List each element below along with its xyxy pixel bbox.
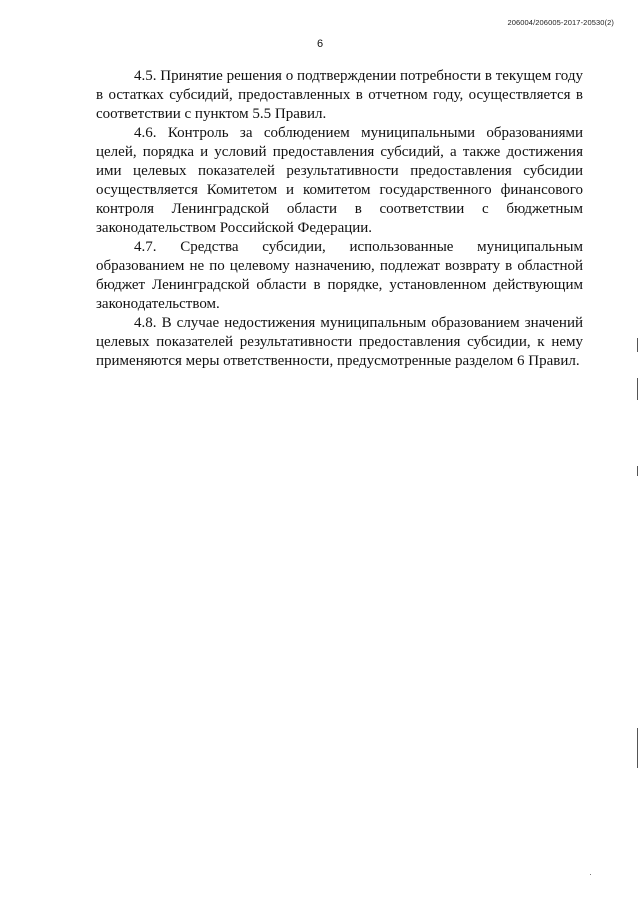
scan-edge-mark bbox=[637, 378, 638, 400]
paragraph-4-5: 4.5. Принятие решения о подтверждении потребности в текущем году в остатках субсидий, предоставленных в отчетном году, осуществляется в соответствии с пунктом 5.5 Правил. bbox=[96, 68, 583, 122]
scan-edge-mark bbox=[637, 466, 638, 476]
scan-artifact bbox=[590, 874, 591, 875]
document-body bbox=[96, 67, 583, 371]
paragraph-4-8: 4.8. В случае недостижения муниципальным образованием значений целевых показателей результативности предоставления субсидии, к нему применяются меры ответственности, предусмотренные разделом 6 Правил. bbox=[96, 315, 583, 369]
scan-edge-mark bbox=[637, 338, 638, 352]
document-id: 206004/206005-2017-20530(2) bbox=[507, 18, 614, 27]
scan-edge-mark bbox=[637, 728, 638, 768]
page-number: 6 bbox=[316, 38, 324, 50]
paragraph-4-7: 4.7. Средства субсидии, использованные муниципальным образованием не по целевому назначению, подлежат возврату в областной бюджет Ленинградской области в порядке, установленном действующим законодательством. bbox=[96, 239, 583, 312]
paragraph-4-6: 4.6. Контроль за соблюдением муниципальными образованиями целей, порядка и условий предоставления субсидий, а также достижения ими целевых показателей результативности предоставления субсидии осуществляется Комитетом и комитетом государственного финансового контроля Ленинградской области в соответствии с бюджетным законодательством Российской Федерации. bbox=[96, 125, 583, 236]
